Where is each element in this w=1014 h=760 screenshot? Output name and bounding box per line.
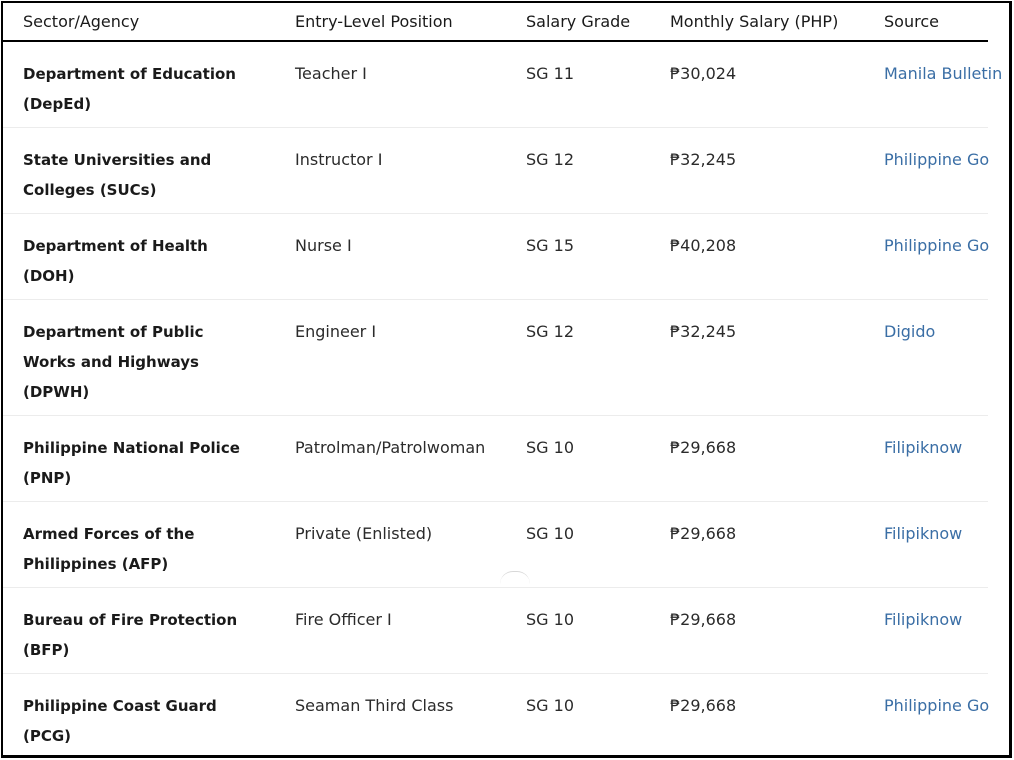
- agency-cell: State Universities and Colleges (SUCs): [3, 127, 275, 213]
- salary-table-frame: [1, 1, 1012, 758]
- position-cell: Teacher I: [275, 41, 506, 127]
- source-cell: [864, 127, 988, 213]
- grade-cell: SG 12: [506, 299, 650, 415]
- header-sector: Sector/Agency: [3, 3, 275, 41]
- table-row: [3, 41, 988, 127]
- salary-cell: ₱29,668: [650, 587, 864, 673]
- source-cell: [864, 415, 988, 501]
- grade-cell: SG 10: [526, 695, 574, 715]
- position-cell: Seaman Third Class: [295, 695, 454, 715]
- position-cell: Instructor I: [275, 127, 506, 213]
- header-salary: Monthly Salary (PHP): [650, 3, 864, 41]
- header-row: [3, 3, 988, 41]
- position-cell: Fire Officer I: [275, 587, 506, 673]
- grade-cell: SG 10: [506, 501, 650, 587]
- source-link[interactable]: Philippine Go: [884, 235, 990, 255]
- source-link[interactable]: Filipiknow: [884, 437, 963, 457]
- table-row: [3, 213, 988, 299]
- source-link[interactable]: Digido: [884, 321, 936, 341]
- position-cell: Patrolman/Patrolwoman: [275, 415, 506, 501]
- grade-cell: SG 10: [506, 587, 650, 673]
- salary-cell: ₱29,668: [650, 501, 864, 587]
- salary-cell: ₱29,668: [670, 695, 737, 715]
- position-cell: Nurse I: [275, 213, 506, 299]
- source-cell: [864, 213, 988, 299]
- header-position: Entry-Level Position: [275, 3, 506, 41]
- table-row: [3, 673, 988, 758]
- agency-cell: Department of Public Works and Highways (DPWH): [3, 299, 275, 415]
- position-cell: Engineer I: [275, 299, 506, 415]
- agency-cell: Department of Education (DepEd): [3, 41, 275, 127]
- salary-cell: ₱30,024: [650, 41, 864, 127]
- source-cell: [864, 501, 988, 587]
- salary-cell: ₱32,245: [650, 127, 864, 213]
- source-link[interactable]: Filipiknow: [884, 609, 963, 629]
- source-link[interactable]: Philippine Go: [884, 695, 990, 715]
- position-cell: Private (Enlisted): [275, 501, 506, 587]
- source-cell: [864, 587, 988, 673]
- salary-cell: ₱32,245: [650, 299, 864, 415]
- agency-cell: Philippine Coast Guard (PCG): [23, 696, 217, 745]
- header-source: Source: [864, 3, 988, 41]
- grade-cell: SG 12: [506, 127, 650, 213]
- grade-cell: SG 15: [506, 213, 650, 299]
- source-link[interactable]: Filipiknow: [884, 523, 963, 543]
- source-cell: [864, 299, 988, 415]
- agency-cell: Bureau of Fire Protection (BFP): [3, 587, 275, 673]
- source-cell: [864, 41, 1003, 127]
- table-row: [3, 587, 988, 673]
- salary-cell: ₱29,668: [650, 415, 864, 501]
- table-row: [3, 415, 988, 501]
- source-link[interactable]: Philippine Go: [884, 149, 990, 169]
- salary-cell: ₱40,208: [650, 213, 864, 299]
- table-row: [3, 501, 988, 587]
- grade-cell: SG 11: [506, 41, 650, 127]
- grade-cell: SG 10: [506, 415, 650, 501]
- table-row: [3, 299, 988, 415]
- header-grade: Salary Grade: [506, 3, 650, 41]
- source-link[interactable]: Manila Bulletin: [884, 64, 1003, 83]
- agency-cell: Department of Health (DOH): [3, 213, 275, 299]
- source-cell: [864, 673, 988, 758]
- agency-cell: Armed Forces of the Philippines (AFP): [3, 501, 275, 587]
- table-header: [3, 3, 988, 41]
- agency-cell: Philippine National Police (PNP): [3, 415, 275, 501]
- table-row: [3, 127, 988, 213]
- table-body: [3, 41, 1003, 758]
- salary-table: [3, 3, 1003, 758]
